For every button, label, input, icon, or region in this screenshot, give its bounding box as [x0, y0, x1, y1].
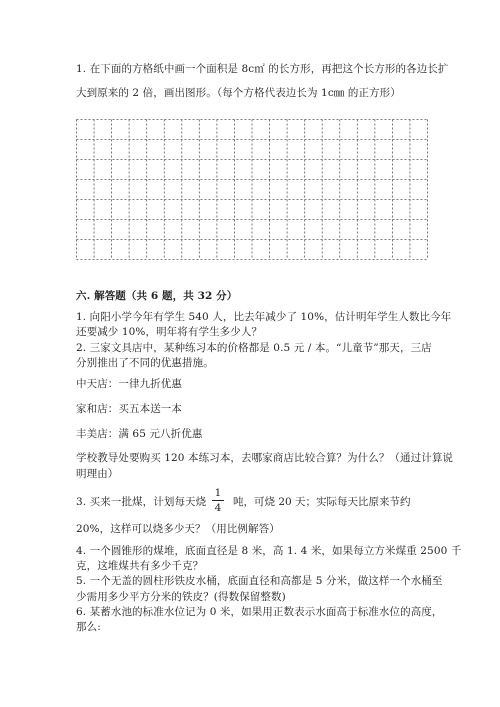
q-line: 2. 三家文具店中，某种练习本的价格都是 0.5 元 / 本。“儿童节”那天，三店 [76, 342, 432, 354]
q-line: 学校教导处要购买 120 本练习本，去哪家商店比较合算？为什么？（通过计算说 [76, 452, 454, 464]
fraction-one-quarter [212, 487, 224, 514]
q-line: 少需用多少平方分米的铁皮？(得数保留整数) [76, 591, 286, 603]
q-line: 丰美店：满 65 元八折优惠 [76, 428, 203, 440]
grid-svg [76, 119, 428, 260]
q-line: 吨，可烧 20 天；实际每天比原来节约 [233, 496, 411, 508]
q-line: 还要减少 10%，明年将有学生多少人？ [76, 326, 263, 338]
q-line: 20%，这样可以烧多少天？（用比例解答） [76, 523, 280, 535]
q-line: 6. 某蓄水池的标准水位记为 0 米，如果用正数表示水面高于标准水位的高度， [76, 606, 443, 618]
q1-line-2: 大到原来的 2 倍，画出图形。（每个方格代表边长为 1c㎜ 的正方形） [76, 87, 401, 99]
q-line: 3. 买来一批煤，计划每天烧 [76, 496, 207, 508]
q-line: 1. 向阳小学今年有学生 540 人，比去年减少了 10%，估计明年学生人数比今年 [76, 311, 452, 323]
q-line: 5. 一个无盖的圆柱形铁皮水桶，底面直径和高都是 5 分米，做这样一个水桶至 [76, 575, 443, 587]
q-line: 中天店：一律九折优惠 [76, 378, 182, 390]
fraction-numerator: 1 [214, 487, 222, 499]
q-line: 4. 一个圆锥形的煤堆，底面直径是 8 米，高 1. 4 米，如果每立方米煤重 2500 千 [76, 545, 462, 557]
section-title: 六. 解答题（共 6 题，共 32 分） [76, 290, 238, 302]
q-line: 分别推出了不同的优惠措施。 [76, 357, 214, 369]
fraction-denominator: 4 [214, 502, 222, 514]
q-line: 明理由） [76, 468, 119, 480]
q-line: 克，这堆煤共有多少千克？ [76, 560, 204, 572]
fraction-bar [212, 500, 224, 501]
grid-paper [76, 119, 428, 260]
q-line: 那么: [76, 621, 101, 633]
q1-line-1: 1. 在下面的方格纸中画一个面积是 8c㎡ 的长方形，再把这个长方形的各边长扩 [76, 63, 449, 75]
q-line: 家和店：买五本送一本 [76, 403, 182, 415]
